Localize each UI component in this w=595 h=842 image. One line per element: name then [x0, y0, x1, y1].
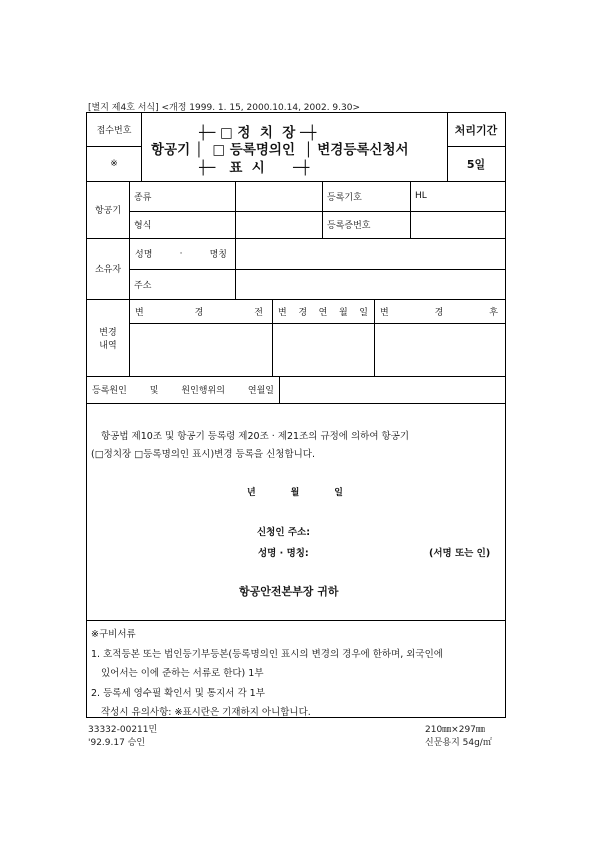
registration-mark-field[interactable]: HL [415, 191, 427, 201]
applicant-address-label: 신청인 주소: [257, 527, 310, 538]
form-reference: [별지 제4호 서식] <개정 1999. 1. 15, 2000.10.14, 2002. 9.30> [88, 103, 360, 113]
writing-note: 작성시 유의사항: ※표시란은 기재하지 아니합니다. [101, 707, 311, 718]
after-change-field[interactable] [375, 324, 504, 375]
change-section-label: 변경 내역 [99, 327, 117, 351]
owner-address-label: 주소 [134, 280, 152, 291]
documents-heading: ※구비서류 [91, 629, 136, 640]
application-form [86, 112, 506, 718]
owner-address-field[interactable] [236, 270, 504, 298]
after-change-header: 변 경 후 [380, 307, 498, 318]
approval-date: '92.9.17 승인 [88, 738, 146, 748]
documents-item-2: 2. 등록세 영수필 확인서 및 통지서 각 1부 [91, 688, 265, 699]
form-code: 33332-00211민 [88, 725, 158, 735]
owner-name-field[interactable] [236, 239, 504, 268]
documents-item-1-line-2: 있어서는 이에 준하는 서류로 한다) 1부 [101, 668, 264, 679]
owner-name-label: 성명 · 명칭 [135, 248, 227, 260]
documents-item-1-line-1: 1. 호적등본 또는 법인등기부등본(등록명의인 표시의 변경의 경우에 한하며, 외국인에 [91, 649, 443, 660]
paper-size: 210㎜×297㎜ [425, 725, 485, 735]
aircraft-model-field[interactable] [236, 212, 321, 237]
statement-line-2: (□정치장 □등록명의인 표시)변경 등록을 신청합니다. [91, 449, 316, 460]
title-line-1: ┼─ □ 정 치 장 ─┼ [199, 125, 317, 141]
registration-cause-label: 등록원인 및 원인행위의 연월일 [92, 386, 274, 396]
paper-type: 신문용지 54g/㎡ [425, 738, 492, 748]
processing-period-value: 5일 [466, 157, 486, 171]
aircraft-model-label: 형식 [134, 221, 152, 231]
aircraft-type-field[interactable] [236, 182, 321, 210]
change-date-header: 변 경 연 월 일 [278, 307, 368, 318]
registration-cause-field[interactable] [280, 377, 504, 402]
applicant-name-label: 성명 · 명칭: [258, 548, 309, 559]
certificate-number-label: 등록증번호 [327, 221, 371, 231]
before-change-field[interactable] [130, 324, 271, 375]
recipient: 항공안전본부장 귀하 [239, 585, 339, 598]
before-change-header: 변 경 전 [135, 307, 263, 318]
signature-label: (서명 또는 인) [429, 548, 491, 559]
registration-mark-label: 등록기호 [327, 192, 362, 203]
aircraft-type-label: 종류 [134, 192, 152, 203]
processing-period-label: 처리기간 [454, 123, 498, 137]
title-line-2: 항공기 │ □ 등록명의인 │ 변경등록신청서 [151, 142, 409, 158]
statement-line-1: 항공법 제10조 및 항공기 등록령 제20조 · 제21조의 규정에 의하여 항공기 [101, 431, 410, 442]
receipt-number-label: 접수번호 [96, 126, 132, 136]
application-date: 년 월 일 [247, 488, 343, 498]
title-line-3: ┼─ 표 시 ─┼ [199, 160, 310, 176]
receipt-mark: ※ [110, 158, 118, 169]
change-date-field[interactable] [273, 324, 373, 375]
aircraft-section-label: 항공기 [94, 206, 122, 216]
certificate-number-field[interactable] [411, 212, 504, 237]
owner-section-label: 소유자 [94, 265, 122, 275]
